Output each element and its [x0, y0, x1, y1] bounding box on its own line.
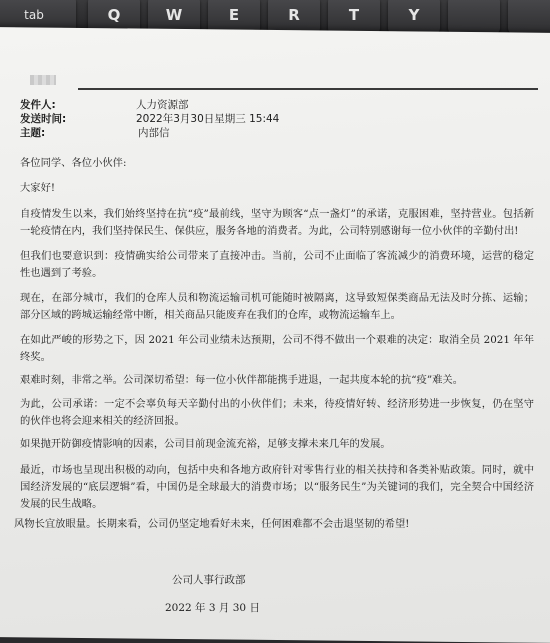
greeting-line: 大家好! — [20, 182, 56, 194]
redacted-mark — [30, 75, 56, 85]
body-paragraph-3: 现在，在部分城市，我们的仓库人员和物流运输司机可能随时被隔离，这导致短保类商品无法及时分拣、运输；部分区域的跨城运输经常中断，相关商品只能废弃在我们的仓库，或物流运输车上。 — [20, 292, 534, 321]
subject-label: 主题: — [20, 127, 46, 139]
body-paragraph-7: 如果抛开防御疫情影响的因素，公司目前现金流充裕，足够支撑未来几年的发展。 — [20, 438, 391, 450]
subject-value: 内部信 — [138, 127, 170, 139]
key-t: T — [328, 0, 380, 34]
body-paragraph-2: 但我们也要意识到：疫情确实给公司带来了直接冲击。当前，公司不止面临了客流减少的消费环境，运营的稳定性也遇到了考验。 — [20, 250, 534, 279]
body-paragraph-5: 艰难时刻，非常之举。公司深切希望：每一位小伙伴都能携手进退，一起共度本轮的抗“疫”难关。 — [20, 374, 463, 386]
salutation-line: 各位同学、各位小伙伴: — [20, 157, 127, 169]
sent-label: 发送时间: — [20, 113, 67, 125]
key-q: Q — [88, 0, 140, 34]
key-e: E — [208, 0, 260, 34]
signature-department: 公司人事行政部 — [172, 574, 246, 586]
header-rule — [78, 88, 538, 90]
body-paragraph-4: 在如此严峻的形势之下，因 2021 年公司业绩未达预期，公司不得不做出一个艰难的决定：取消全员 2021 年年终奖。 — [20, 334, 534, 363]
key-y: Y — [388, 0, 440, 34]
body-paragraph-6: 为此，公司承诺：一定不会辜负每天辛勤付出的小伙伴们；未来，待疫情好转、经济形势进一步恢复，仍在坚守的伙伴也将会迎来相关的经济回报。 — [20, 398, 534, 427]
key-r: R — [268, 0, 320, 34]
from-label: 发件人: — [20, 99, 56, 111]
body-paragraph-9: 风物长宜放眼量。长期来看，公司仍坚定地看好未来，任何困难都不会击退坚韧的希望! — [14, 518, 410, 530]
sent-value: 2022年3月30日星期三 15:44 — [136, 113, 280, 125]
body-paragraph-1: 自疫情发生以来，我们始终坚持在抗“疫”最前线，坚守为顾客“点一盏灯”的承诺，克服困难，坚持营业。包括新一轮疫情在内，我们坚持保民生、保供应，服务各地的消费者。为此，公司特别感谢每一位小伙伴的辛勤付出! — [20, 208, 534, 237]
key-w: W — [148, 0, 200, 34]
signature-date: 2022 年 3 月 30 日 — [165, 602, 260, 614]
key-tab: tab — [0, 0, 76, 34]
body-paragraph-8: 最近，市场也呈现出积极的动向，包括中央和各地方政府针对零售行业的相关扶持和各类补贴政策。同时，就中国经济发展的“底层逻辑”看，中国仍是全球最大的消费市场；以“服务民生”为关键词的我们，完全契合中国经济发展的民生战略。 — [20, 464, 534, 510]
from-value: 人力资源部 — [136, 99, 189, 111]
